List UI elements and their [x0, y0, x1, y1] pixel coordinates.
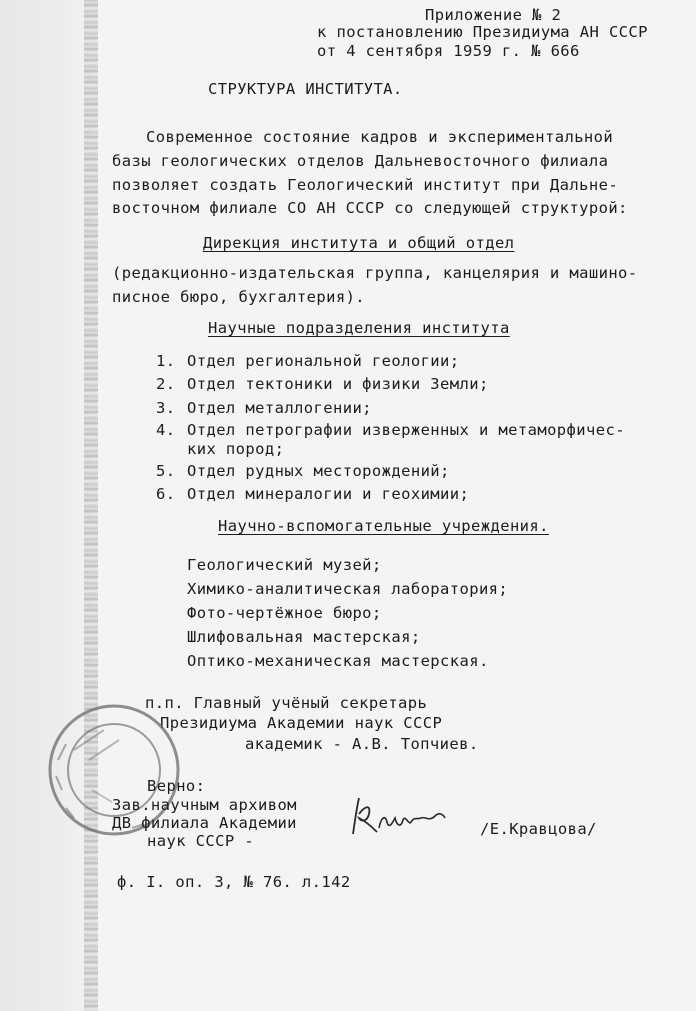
section1-body-line-1: (редакционно-издательская группа, канцелярия и машино-	[112, 264, 638, 282]
signatory-organization: Президиума Академии наук СССР	[160, 714, 443, 732]
intro-line-2: базы геологических отделов Дальневосточного филиала	[112, 152, 609, 170]
page-left-margin	[0, 0, 92, 1011]
resolution-reference: к постановлению Президиума АН СССР	[317, 23, 648, 41]
section1-body-line-2: писное бюро, бухгалтерия).	[112, 288, 366, 306]
certifier-position-2: ДВ филиала Академии	[112, 814, 297, 832]
section-heading-directorate: Дирекция института и общий отдел	[203, 234, 515, 252]
list-item-number: 3.	[156, 399, 176, 417]
list-item-number: 5.	[156, 462, 176, 480]
list-item: Шлифовальная мастерская;	[187, 628, 421, 646]
list-item-number: 2.	[156, 375, 176, 393]
list-item-number: 1.	[156, 352, 176, 370]
section-heading-scientific-units: Научные подразделения института	[208, 319, 510, 337]
list-item: Фото-чертёжное бюро;	[187, 604, 382, 622]
certifier-position-1: Зав.научным архивом	[112, 796, 297, 814]
archive-reference: ф. I. оп. 3, № 76. л.142	[117, 873, 351, 891]
list-item: Отдел минералогии и геохимии;	[187, 485, 470, 503]
appendix-number: Приложение № 2	[425, 6, 562, 24]
intro-line-1: Современное состояние кадров и экспериментальной	[146, 128, 614, 146]
resolution-date: от 4 сентября 1959 г. № 666	[317, 42, 580, 60]
list-item: Отдел региональной геологии;	[187, 352, 460, 370]
intro-line-3: позволяет создать Геологический институт при Дальне-	[112, 176, 619, 194]
certification-label: Верно:	[147, 777, 206, 795]
handwritten-signature-icon	[345, 792, 455, 842]
signatory-title: п.п. Главный учёный секретарь	[145, 694, 428, 712]
document-title: СТРУКТУРА ИНСТИТУТА.	[208, 80, 403, 98]
intro-line-4: восточном филиале СО АН СССР со следующей структурой:	[112, 199, 628, 217]
list-item: Отдел рудных месторождений;	[187, 462, 450, 480]
list-item: Отдел металлогении;	[187, 399, 372, 417]
list-item: Геологический музей;	[187, 556, 382, 574]
list-item-number: 4.	[156, 421, 176, 439]
list-item: Химико-аналитическая лаборатория;	[187, 580, 509, 598]
list-item-number: 6.	[156, 485, 176, 503]
certifier-name: /Е.Кравцова/	[480, 820, 597, 838]
certifier-position-3: наук СССР -	[147, 832, 255, 850]
signatory-name: академик - А.В. Топчиев.	[245, 735, 479, 753]
list-item: Отдел тектоники и физики Земли;	[187, 375, 489, 393]
list-item-continuation: ких пород;	[187, 440, 285, 458]
list-item: Отдел петрографии изверженных и метаморфичес-	[187, 421, 625, 439]
torn-edge	[84, 0, 98, 1011]
list-item: Оптико-механическая мастерская.	[187, 652, 489, 670]
section-heading-auxiliary: Научно-вспомогательные учреждения.	[218, 517, 549, 535]
